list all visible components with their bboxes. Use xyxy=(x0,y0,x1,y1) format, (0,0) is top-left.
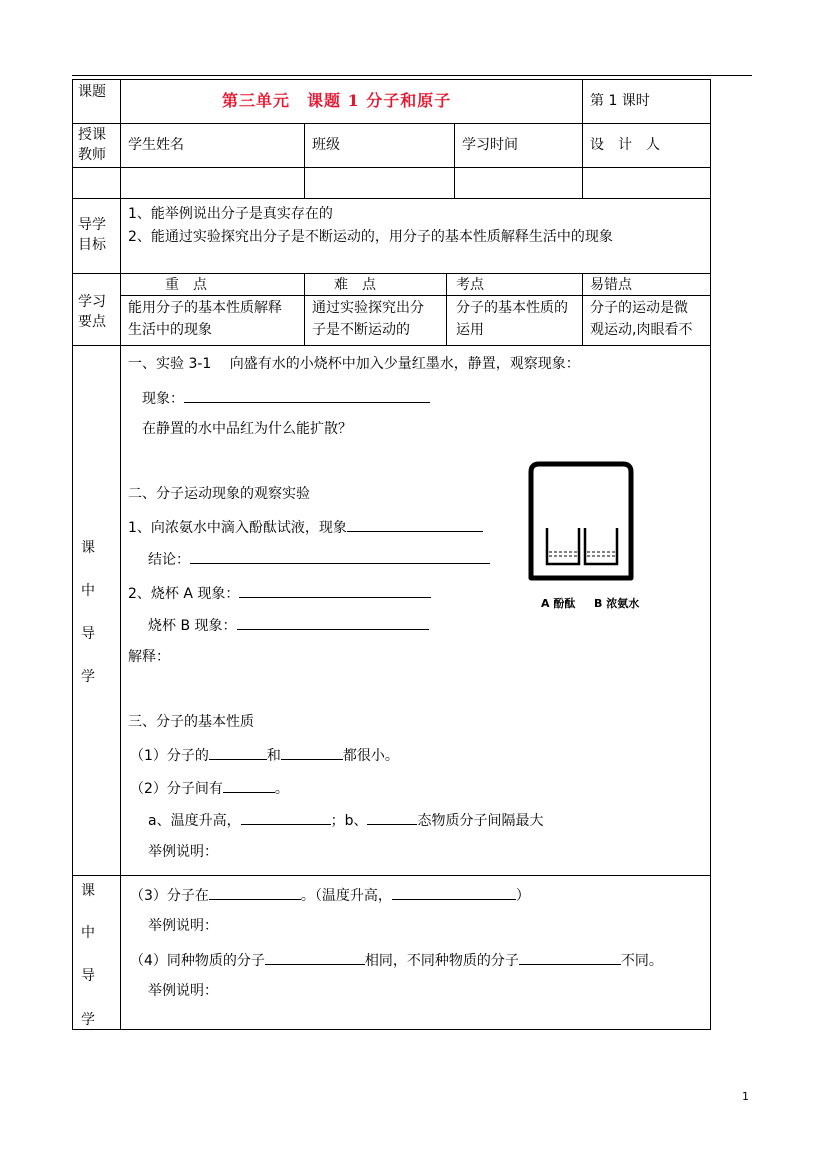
conclusion-label: 结论： xyxy=(148,552,190,568)
answer-blank[interactable] xyxy=(239,583,431,598)
key-cell-focus: 能用分子的基本性质解释 xyxy=(128,300,282,316)
col-divider xyxy=(582,273,583,345)
property-2-text: （2）分子间有 xyxy=(130,781,223,797)
example-label: 举例说明： xyxy=(148,918,218,934)
row-divider xyxy=(72,198,711,199)
beaker-b-line xyxy=(148,615,429,635)
goals-label: 导学目标 xyxy=(78,217,106,253)
goal-item: 2、能通过实验探究出分子是不断运动的，用分子的基本性质解释生活中的现象 xyxy=(128,229,613,245)
col-divider xyxy=(582,79,583,198)
teacher-label: 授课教师 xyxy=(78,127,106,163)
section-label-char: 学 xyxy=(81,669,95,685)
question-1-line xyxy=(128,517,483,537)
answer-blank[interactable] xyxy=(367,810,417,825)
class-label: 班级 xyxy=(312,137,340,153)
conclusion-line xyxy=(148,549,490,569)
col-divider xyxy=(304,273,305,345)
key-header-focus: 重 点 xyxy=(165,277,207,293)
key-points-label: 学习要点 xyxy=(78,294,106,330)
phenomenon-label: 现象： xyxy=(142,391,184,407)
section-label-char: 学 xyxy=(81,1012,95,1028)
property-2a-text: 态物质分子间隔最大 xyxy=(417,813,544,829)
property-2-line xyxy=(130,778,289,798)
section-3-heading: 三、分子的基本性质 xyxy=(128,714,254,730)
figure-label-a: A 酚酞 xyxy=(541,597,576,610)
beaker-a-label: 2、烧杯 A 现象： xyxy=(128,586,240,602)
key-cell-difficulty: 子是不断运动的 xyxy=(312,322,410,338)
col-divider xyxy=(446,273,447,345)
property-2a-line xyxy=(148,810,543,830)
top-rule xyxy=(72,75,752,76)
answer-blank[interactable] xyxy=(237,615,429,630)
row-divider xyxy=(72,123,711,124)
section-label-char: 课 xyxy=(81,540,95,556)
property-3-text: （3）分子在 xyxy=(130,888,209,904)
property-2a-text: a、温度升高， xyxy=(148,813,241,829)
designer-label: 设 计 人 xyxy=(590,137,660,153)
answer-blank[interactable] xyxy=(265,950,365,965)
row-divider xyxy=(72,167,711,168)
key-header-difficulty: 难 点 xyxy=(334,277,376,293)
beaker-a-line xyxy=(128,583,431,603)
section-label-char: 课 xyxy=(81,883,95,899)
beaker-b-label: 烧杯 B 现象： xyxy=(148,618,237,634)
phenomenon-line xyxy=(142,388,430,408)
explain-label: 解释： xyxy=(128,649,170,665)
answer-blank[interactable] xyxy=(281,745,343,760)
course-label: 课题 xyxy=(78,84,106,100)
property-3-line xyxy=(130,885,530,905)
section-2-heading: 二、分子运动现象的观察实验 xyxy=(128,486,310,502)
key-cell-mistakes: 观运动,肉眼看不 xyxy=(590,322,693,338)
example-label: 举例说明： xyxy=(148,844,218,860)
beaker-experiment-figure xyxy=(525,460,645,585)
row-divider xyxy=(72,875,711,876)
answer-blank[interactable] xyxy=(209,745,267,760)
study-time-label: 学习时间 xyxy=(462,137,518,153)
diffusion-question: 在静置的水中品红为什么能扩散？ xyxy=(142,421,352,437)
goal-item: 1、能举例说出分子是真实存在的 xyxy=(128,206,333,222)
answer-blank[interactable] xyxy=(519,950,621,965)
beaker-a-icon xyxy=(547,528,579,564)
key-header-mistakes: 易错点 xyxy=(590,277,632,293)
row-divider xyxy=(120,295,711,296)
key-cell-focus: 生活中的现象 xyxy=(128,322,212,338)
key-cell-exam: 分子的基本性质的 xyxy=(456,300,568,316)
property-1-text: 和 xyxy=(266,748,281,764)
answer-blank[interactable] xyxy=(209,885,301,900)
section-label-char: 中 xyxy=(81,925,95,941)
key-cell-mistakes: 分子的运动是微 xyxy=(590,300,688,316)
page-number: 1 xyxy=(742,1090,749,1103)
key-cell-difficulty: 通过实验探究出分 xyxy=(312,300,424,316)
answer-blank[interactable] xyxy=(347,517,483,532)
property-1-text: （1）分子的 xyxy=(130,748,209,764)
property-4-line xyxy=(130,950,663,970)
section-label-char: 导 xyxy=(81,968,95,984)
section-label-char: 中 xyxy=(81,583,95,599)
property-1-line xyxy=(130,745,399,765)
property-4-text: （4）同种物质的分子 xyxy=(130,953,265,969)
property-4-text: 相同，不同种物质的分子 xyxy=(364,953,519,969)
property-2a-text: ；b、 xyxy=(330,813,368,829)
beaker-b-icon xyxy=(585,528,617,564)
student-name-label: 学生姓名 xyxy=(128,137,184,153)
answer-blank[interactable] xyxy=(241,810,331,825)
answer-blank[interactable] xyxy=(392,885,516,900)
col-divider xyxy=(304,123,305,198)
property-2-text: 。 xyxy=(274,781,289,797)
col-divider xyxy=(454,123,455,198)
section-label-char: 导 xyxy=(81,626,95,642)
row-divider xyxy=(72,345,711,346)
question-1-text: 1、向浓氨水中滴入酚酞试液，现象 xyxy=(128,520,347,536)
property-1-text: 都很小。 xyxy=(342,748,399,764)
example-label: 举例说明： xyxy=(148,983,218,999)
key-header-exam: 考点 xyxy=(456,277,484,293)
figure-label-b: B 浓氨水 xyxy=(594,597,640,610)
lesson-count: 第 1 课时 xyxy=(590,93,650,109)
property-4-text: 不同。 xyxy=(620,953,663,969)
experiment-1-heading: 一、实验 3-1 向盛有水的小烧杯中加入少量红墨水，静置，观察现象： xyxy=(128,356,580,372)
property-3-text: 。（温度升高， xyxy=(300,888,392,904)
answer-blank[interactable] xyxy=(190,549,490,564)
answer-blank[interactable] xyxy=(184,388,430,403)
col-divider xyxy=(120,79,121,1030)
property-3-text: ） xyxy=(515,888,530,904)
page-title: 第三单元 课题 1 分子和原子 xyxy=(222,91,452,110)
answer-blank[interactable] xyxy=(223,778,275,793)
row-divider xyxy=(72,273,711,274)
key-cell-exam: 运用 xyxy=(456,322,484,338)
